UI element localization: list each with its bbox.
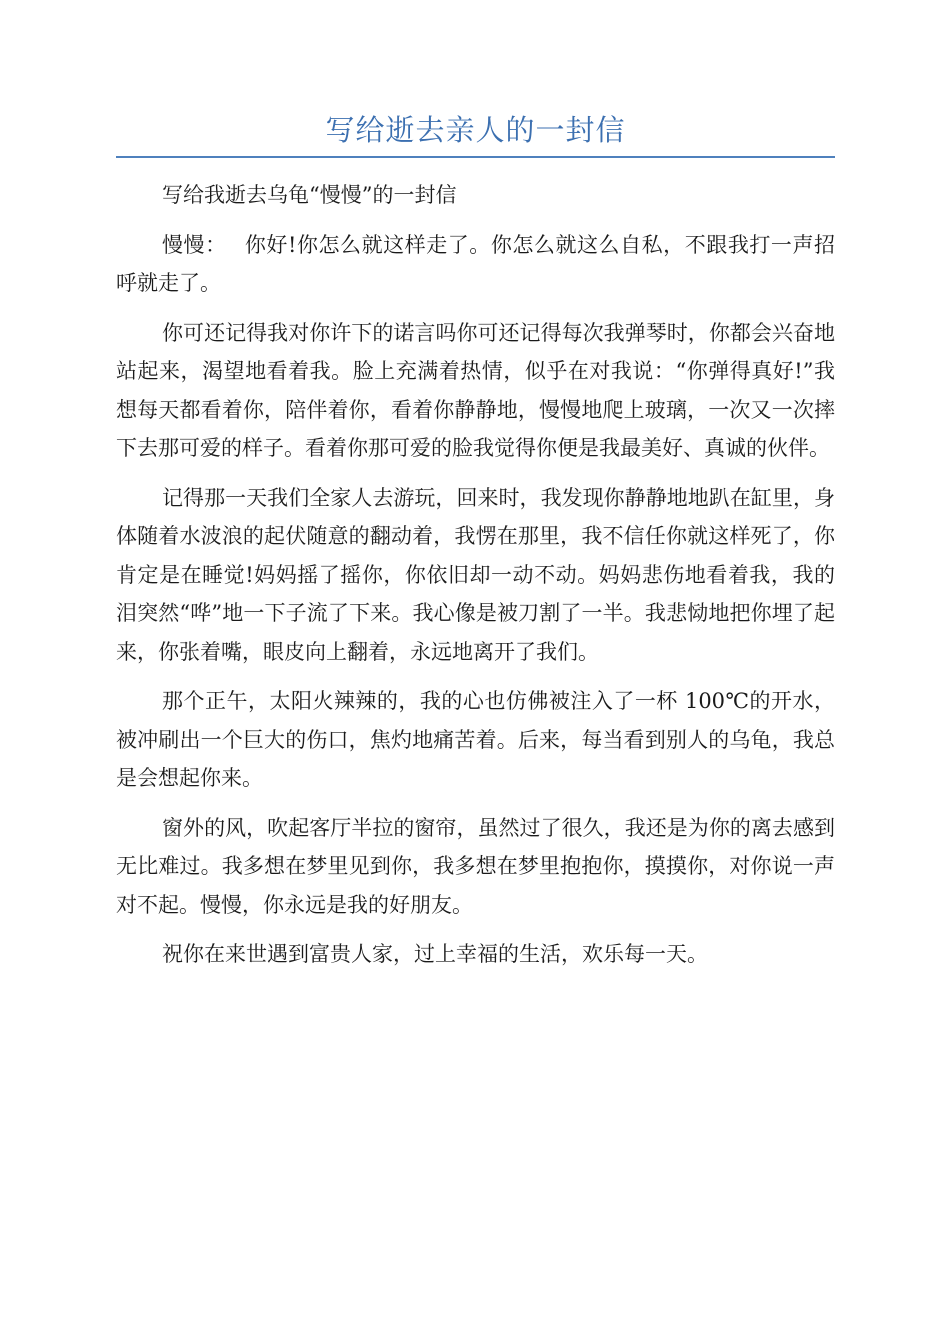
paragraph-noon: 那个正午，太阳火辣辣的，我的心也仿佛被注入了一杯 100℃的开水，被冲刷出一个巨大的伤口，焦灼地痛苦着。后来，每当看到别人的乌龟，我总是会想起你来。 (116, 689, 835, 790)
paragraph-greeting: 慢慢： 你好!你怎么就这样走了。你怎么就这么自私，不跟我打一声招呼就走了。 (116, 232, 835, 295)
paragraph-window: 窗外的风，吹起客厅半拉的窗帘，虽然过了很久，我还是为你的离去感到无比难过。我多想在梦里见到你，我多想在梦里抱抱你，摸摸你，对你说一声对不起。慢慢，你永远是我的好朋友。 (116, 815, 835, 917)
paragraph-discovery: 记得那一天我们全家人去游玩，回来时，我发现你静静地地趴在缸里，身体随着水波浪的起伏随意的翻动着，我愣在那里，我不信任你就这样死了，你肯定是在睡觉!妈妈摇了摇你，你依旧却一动不动。妈妈悲伤地看着我，我的泪突然“哗”地一下子流了下来。我心像是被刀割了一半。我悲恸地把你埋了起来，你张着嘴，眼皮向上翻着，永远地离开了我们。 (116, 485, 835, 664)
paragraph-blessing: 祝你在来世遇到富贵人家，过上幸福的生活，欢乐每一天。 (162, 942, 708, 966)
letter-body (116, 176, 835, 985)
paragraph-memories: 你可还记得我对你许下的诺言吗你可还记得每次我弹琴时，你都会兴奋地站起来，渴望地看着我。脸上充满着热情，似乎在对我说：“你弹得真好!”我想每天都看着你，陪伴着你，看着你静静地，慢慢地爬上玻璃，一次又一次摔下去那可爱的样子。看着你那可爱的脸我觉得你便是我最美好、真诚的伙伴。 (116, 320, 835, 460)
page-title: 写给逝去亲人的一封信 (325, 113, 626, 147)
letter-heading: 写给我逝去乌龟“慢慢”的一封信 (162, 183, 457, 207)
title-block (116, 108, 835, 158)
